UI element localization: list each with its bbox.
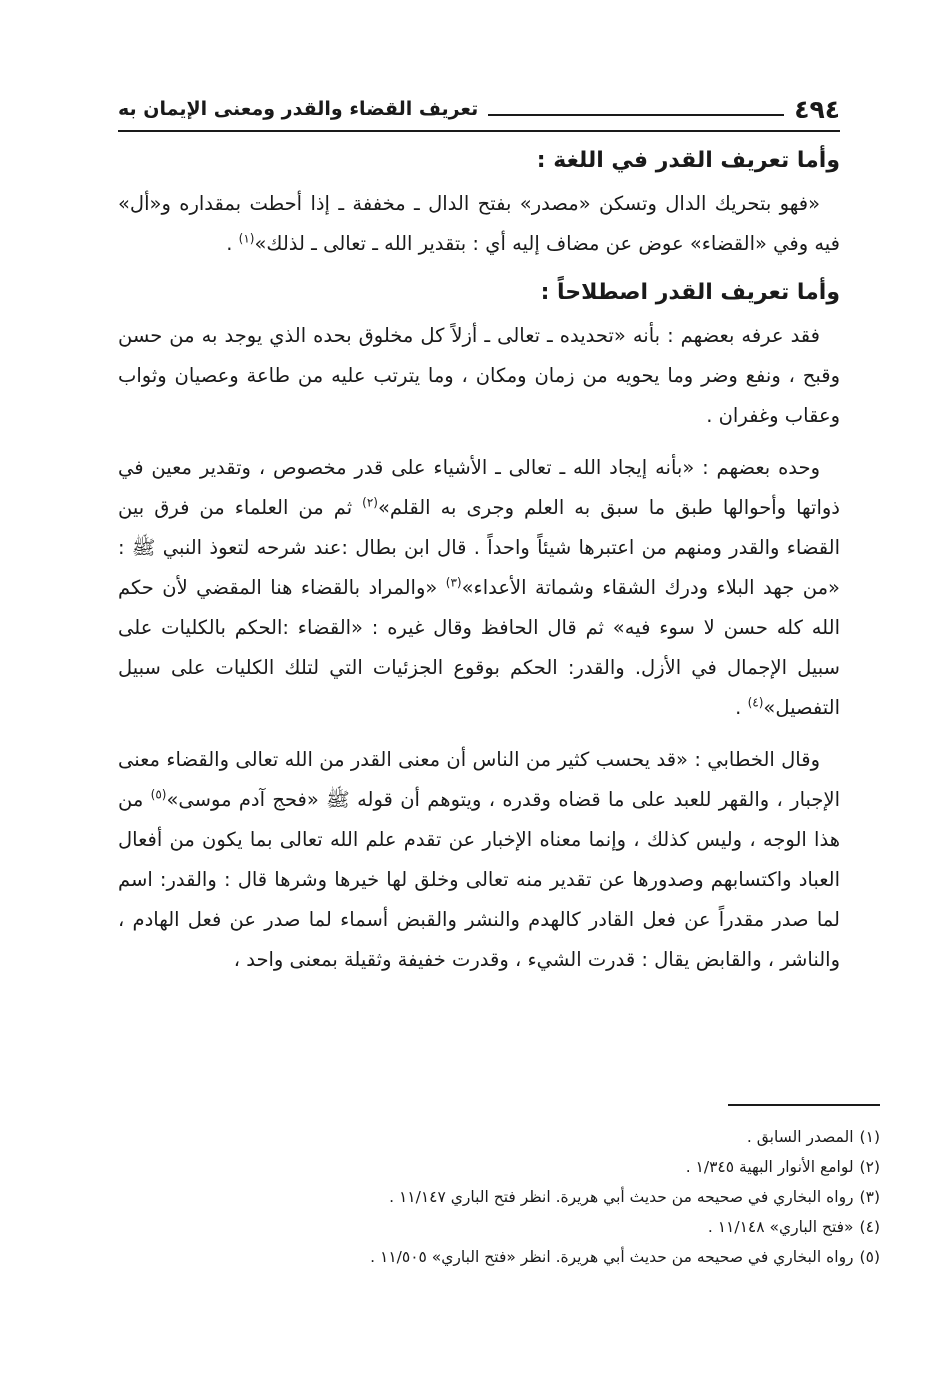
footnote-text: رواه البخاري في صحيحه من حديث أبي هريرة. انظر «فتح الباري» ١١/٥٠٥ . (370, 1248, 854, 1266)
paragraph-text: وقال الخطابي : «قد يحسب كثير من الناس أن معنى القدر من الله تعالى والقضاء معنى الإجبار ، والقهر للعبد على ما قضاه وقدره ، ويتوهم أن قوله ﷺ «فحج آدم موسى» (118, 748, 840, 811)
heading-technical-definition: وأما تعريف القدر اصطلاحاً : (540, 280, 840, 305)
footnote-ref-5: (٥) (150, 787, 167, 802)
footnote-number: (٢) (859, 1158, 880, 1176)
footnote-number: (٣) (859, 1188, 880, 1206)
footnote-item (220, 1242, 880, 1272)
footnote-number: (١) (859, 1128, 880, 1146)
paragraph-text: وحده بعضهم : «بأنه إيجاد الله ـ تعالى ـ الأشياء على قدر مخصوص ، وتقدير معين في ذواتها وأحوالها طبق ما سبق به العلم وجرى به القلم» (118, 456, 840, 519)
paragraph-tail: . (735, 696, 748, 719)
paragraph-definition-1: فقد عرفه بعضهم : بأنه «تحديده ـ تعالى ـ أزلاً كل مخلوق بحده الذي يوجد به من حسن وقبح ، ونفع وضر وما يحويه من زمان ومكان ، وما يترتب عليه من طاعة وعصيان وثواب وعقاب وغفران . (118, 324, 840, 427)
paragraph-linguistic (118, 184, 840, 264)
footnote-text: لوامع الأنوار البهية ١/٣٤٥ . (685, 1158, 854, 1176)
paragraph-tail: . (226, 232, 239, 255)
page-number: ٤٩٤ (794, 94, 840, 124)
paragraph-text: من هذا الوجه ، وليس كذلك ، وإنما معناه الإخبار عن تقدم علم الله تعالى بما يكون من أفعال العباد واكتسابهم وصدورها عن تقدير منه تعالى وخلق لها خيرها وشرها قال : والقدر: اسم لما صدر مقدراً عن فعل القادر كالهدم والنشر والقبض أسماء لما صدر عن فعل الهادم ، والناشر ، والقابض يقال : قدرت الشيء ، وقدرت خفيفة وثقيلة بمعنى واحد ، (118, 788, 840, 971)
footnote-text: رواه البخاري في صحيحه من حديث أبي هريرة. انظر فتح الباري ١١/١٤٧ . (389, 1188, 854, 1206)
header-rule (488, 114, 784, 116)
footnote-separator (728, 1104, 880, 1106)
footnote-item (220, 1152, 880, 1182)
paragraph-text: ثم من العلماء من فرق بين القضاء والقدر ومنهم من اعتبرها شيئاً واحداً . قال ابن بطال :عند شرحه لتعوذ النبي ﷺ : «من جهد البلاء ودرك الشقاء وشماتة الأعداء» (118, 496, 840, 599)
footnote-number: (٤) (859, 1218, 880, 1236)
footnote-number: (٥) (859, 1248, 880, 1266)
running-header (118, 92, 840, 132)
footnote-ref-3: (٣) (445, 575, 462, 590)
footnote-text: «فتح الباري» ١١/١٤٨ . (707, 1218, 854, 1236)
running-title: تعريف القضاء والقدر ومعنى الإيمان به (118, 98, 479, 120)
footnotes (220, 1122, 880, 1272)
page-body (118, 92, 840, 980)
footnote-item (220, 1182, 880, 1212)
paragraph-text: «فهو بتحريك الدال وتسكن «مصدر» بفتح الدال ـ مخففة ـ إذا أحطت بمقداره و«أل» فيه وفي «القضاء» عوض عن مضاف إليه أي : بتقدير الله ـ تعالى ـ لذلك» (118, 192, 840, 255)
paragraph-text: «والمراد بالقضاء هنا المقضي لأن حكم الله كله حسن لا سوء فيه» ثم قال الحافظ وقال غيره : «القضاء :الحكم بالكليات على سبيل الإجمال في الأزل. والقدر: الحكم بوقوع الجزئيات التي لتلك الكليات على سبيل التفصيل» (118, 576, 840, 719)
footnote-text: المصدر السابق . (746, 1128, 854, 1146)
footnote-item (220, 1212, 880, 1242)
paragraph-khattabi (118, 740, 840, 980)
footnote-item (220, 1122, 880, 1152)
paragraph-definition-2 (118, 448, 840, 728)
footnote-ref-1: (١) (238, 231, 255, 246)
heading-linguistic-definition: وأما تعريف القدر في اللغة : (536, 148, 840, 173)
footnote-ref-2: (٢) (362, 495, 378, 510)
footnote-ref-4: (٤) (747, 695, 764, 710)
